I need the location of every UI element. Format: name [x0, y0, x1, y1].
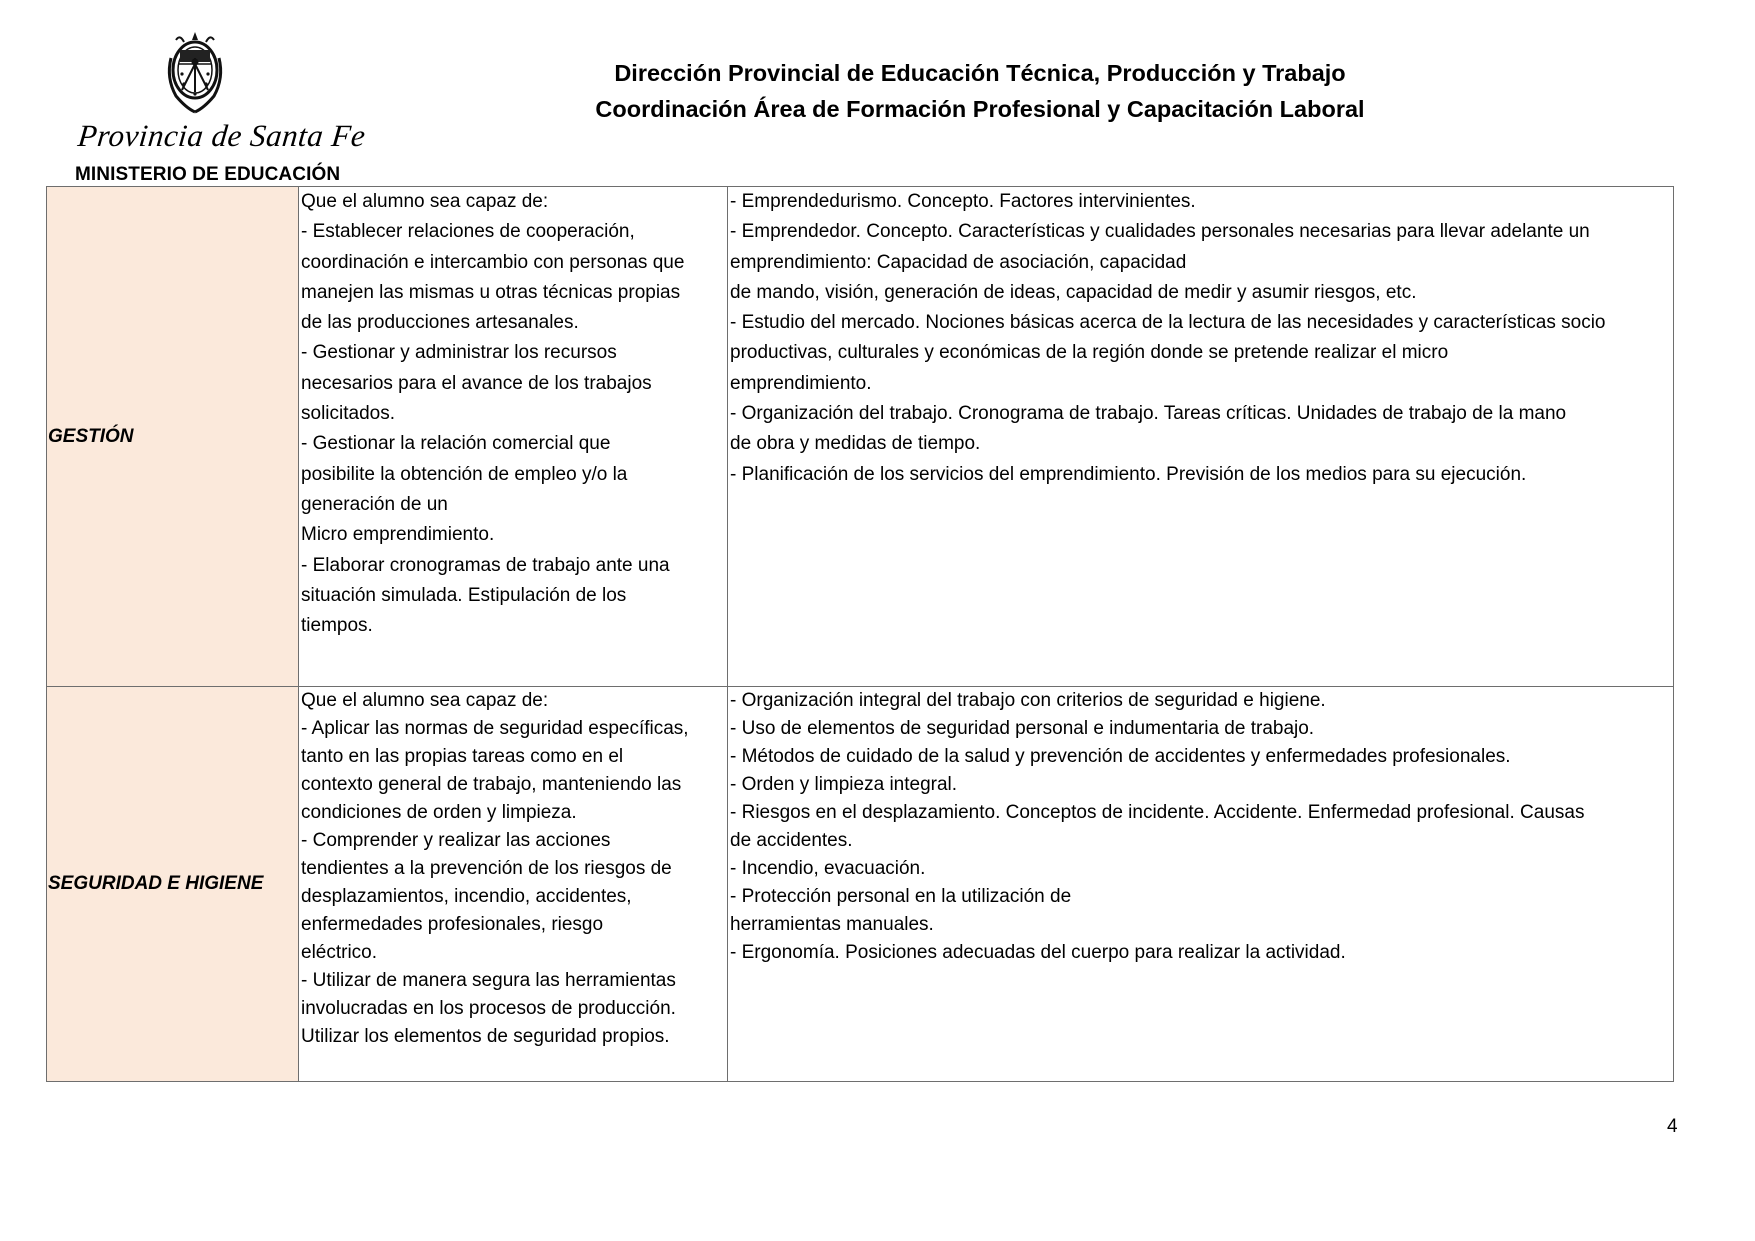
capacity-line: - Gestionar la relación comercial que	[301, 433, 611, 455]
contents-cell	[728, 687, 1674, 1082]
capacity-line: generación de un	[301, 493, 448, 515]
content-line: - Incendio, evacuación.	[730, 858, 926, 879]
content-line: de accidentes.	[730, 830, 853, 851]
capacity-line: Que el alumno sea capaz de:	[301, 690, 549, 711]
capacity-line: - Establecer relaciones de cooperación,	[301, 221, 635, 243]
capacity-line: posibilite la obtención de empleo y/o la	[301, 463, 628, 485]
capacity-line: Que el alumno sea capaz de:	[301, 191, 549, 212]
content-line: - Emprendedurismo. Concepto. Factores intervinientes.	[730, 191, 1196, 212]
capacity-line: necesarios para el avance de los trabajos	[301, 372, 652, 394]
capacity-line: - Gestionar y administrar los recursos	[301, 342, 617, 364]
capacity-line: situación simulada. Estipulación de los	[301, 584, 627, 606]
curriculum-table	[46, 186, 1674, 1082]
contents-cell	[728, 187, 1674, 687]
capacity-line: tiempos.	[301, 615, 373, 637]
capacity-line: tendientes a la prevención de los riesgos de	[301, 858, 672, 879]
content-line: productivas, culturales y económicas de la región donde se pretende realizar el micro	[730, 342, 1449, 364]
content-line: - Planificación de los servicios del emprendimiento. Previsión de los medios para su ejecución.	[730, 463, 1527, 485]
capacity-line: solicitados.	[301, 403, 395, 425]
capacity-line: - Aplicar las normas de seguridad específicas,	[301, 718, 689, 739]
province-coat-of-arms-icon	[162, 28, 228, 116]
table-row	[47, 687, 1674, 1082]
header-title-directorate: Dirección Provincial de Educación Técnica, Producción y Trabajo	[614, 60, 1346, 86]
capacity-line: - Comprender y realizar las acciones	[301, 830, 611, 851]
content-line: - Emprendedor. Concepto. Características y cualidades personales necesarias para llevar adelante un	[730, 221, 1590, 243]
capacity-line: - Elaborar cronogramas de trabajo ante una	[301, 554, 670, 576]
province-name: Provincia de Santa Fe	[76, 118, 368, 153]
table-row	[47, 187, 1674, 687]
capacity-line: eléctrico.	[301, 942, 378, 963]
capacity-line: condiciones de orden y limpieza.	[301, 802, 577, 823]
capacity-line: enfermedades profesionales, riesgo	[301, 914, 604, 935]
capacity-line: de las producciones artesanales.	[301, 312, 579, 334]
capacities-cell	[299, 187, 728, 687]
area-cell-seguridad-higiene: SEGURIDAD E HIGIENE	[47, 687, 299, 1082]
content-line: emprendimiento.	[730, 372, 872, 394]
content-line: - Organización integral del trabajo con criterios de seguridad e higiene.	[730, 690, 1326, 711]
content-line: - Métodos de cuidado de la salud y prevención de accidentes y enfermedades profesionales.	[730, 746, 1511, 767]
capacity-line: coordinación e intercambio con personas que	[301, 251, 685, 273]
capacity-line: - Utilizar de manera segura las herramientas	[301, 970, 676, 991]
content-line: herramientas manuales.	[730, 914, 934, 935]
page-number: 4	[1667, 1116, 1678, 1137]
capacity-line: contexto general de trabajo, manteniendo las	[301, 774, 682, 795]
content-line: - Organización del trabajo. Cronograma de trabajo. Tareas críticas. Unidades de trabajo de la mano	[730, 403, 1567, 425]
content-line: de obra y medidas de tiempo.	[730, 433, 981, 455]
content-line: - Ergonomía. Posiciones adecuadas del cuerpo para realizar la actividad.	[730, 942, 1346, 963]
content-line: - Orden y limpieza integral.	[730, 774, 958, 795]
capacity-line: desplazamientos, incendio, accidentes,	[301, 886, 632, 907]
content-line: de mando, visión, generación de ideas, capacidad de medir y asumir riesgos, etc.	[730, 281, 1417, 303]
capacity-line: tanto en las propias tareas como en el	[301, 746, 624, 767]
content-line: - Uso de elementos de seguridad personal e indumentaria de trabajo.	[730, 718, 1315, 739]
ministry-name: MINISTERIO DE EDUCACIÓN	[75, 164, 341, 185]
content-line: - Estudio del mercado. Nociones básicas acerca de la lectura de las necesidades y características socio	[730, 312, 1606, 334]
content-line: emprendimiento: Capacidad de asociación, capacidad	[730, 251, 1187, 273]
capacity-line: Utilizar los elementos de seguridad propios.	[301, 1026, 670, 1047]
content-line: - Protección personal en la utilización de	[730, 886, 1072, 907]
document-header	[540, 55, 1420, 127]
header-title-coordination: Coordinación Área de Formación Profesional y Capacitación Laboral	[595, 96, 1365, 122]
capacity-line: Micro emprendimiento.	[301, 524, 495, 546]
content-line: - Riesgos en el desplazamiento. Conceptos de incidente. Accidente. Enfermedad profesional. Causas	[730, 802, 1585, 823]
area-cell-gestion: GESTIÓN	[47, 187, 299, 687]
capacity-line: manejen las mismas u otras técnicas propias	[301, 281, 681, 303]
capacities-cell	[299, 687, 728, 1082]
capacity-line: involucradas en los procesos de producción.	[301, 998, 676, 1019]
